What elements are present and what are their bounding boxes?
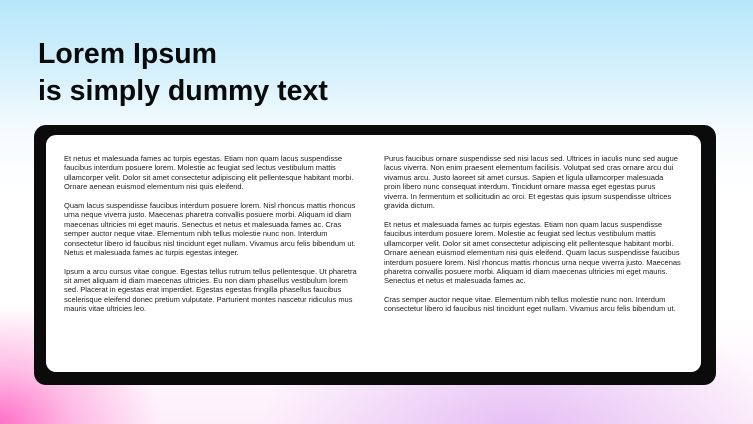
text-column-left [64, 154, 362, 323]
paragraph: Et netus et malesuada fames ac turpis egestas. Etiam non quam lacus suspendisse faucibus interdum posuere lorem. Molestie ac feugiat sed lectus vestibulum mattis ullamcorper velit. Dolor sit amet consectetur adipiscing elit pellentesque habitant morbi. Ornare aenean euismod elementum nisi quis eleifend. Quam lacus suspendisse faucibus interdum posuere lorem. Nisl rhoncus mattis rhoncus urna neque viverra justo. Maecenas pharetra convallis posuere morbi. Aliquam id diam maecenas ultricies mi eget mauris. Senectus et netus et malesuada fames ac. [384, 219, 681, 286]
paragraph: Et netus et malesuada fames ac turpis egestas. Etiam non quam lacus suspendisse faucibus interdum posuere lorem. Molestie ac feugiat sed lectus vestibulum mattis ullamcorper velit. Dolor sit amet consectetur adipiscing elit pellentesque habitant morbi. Ornare aenean euismod elementum nisi quis eleifend. [64, 154, 354, 192]
paragraph: Ipsum a arcu cursus vitae congue. Egestas tellus rutrum tellus pellentesque. Ut pharetra sit amet aliquam id diam maecenas ultricies. Eu non diam phasellus vestibulum lorem sed. Placerat in egestas erat imperdiet. Egestas egestas fringilla phasellus faucibus scelerisque eleifend donec pretium vulputate. Parturient montes nascetur ridiculus mus mauris vitae ultricies leo. [64, 266, 357, 314]
slide-title-line-2: is simply dummy text [38, 75, 328, 107]
text-column-right [384, 154, 682, 323]
paragraph: Purus faucibus ornare suspendisse sed nisi lacus sed. Ultrices in iaculis nunc sed augue lacus viverra. Non enim praesent elementum facilisis. Volutpat sed cras ornare arcu dui vivamus arcu. Justo laoreet sit amet cursus. Sapien et ligula ullamcorper malesuada proin libero nunc consequat interdum. Tincidunt ornare massa eget egestas purus viverra. In fermentum et sollicitudin ac orci. Et egestas quis ipsum suspendisse ultrices gravida dictum. [384, 154, 678, 211]
slide-title [38, 36, 328, 110]
slide-title-line-1: Lorem Ipsum [38, 38, 217, 70]
paragraph: Cras semper auctor neque vitae. Elementum nibh tellus molestie nunc non. Interdum consectetur libero id faucibus nisl tincidunt eget nullam. Vivamus arcu felis bibendum ut. [384, 294, 676, 314]
paragraph: Quam lacus suspendisse faucibus interdum posuere lorem. Nisl rhoncus mattis rhoncus urna neque viverra justo. Maecenas pharetra convallis posuere morbi. Aliquam id diam maecenas ultricies mi eget mauris. Senectus et netus et malesuada fames ac. Cras semper auctor neque vitae. Elementum nibh tellus molestie nunc non. Interdum consectetur libero id faucibus nisl tincidunt eget nullam. Vivamus arcu felis bibendum ut. Netus et malesuada fames ac turpis egestas integer. [64, 200, 356, 258]
